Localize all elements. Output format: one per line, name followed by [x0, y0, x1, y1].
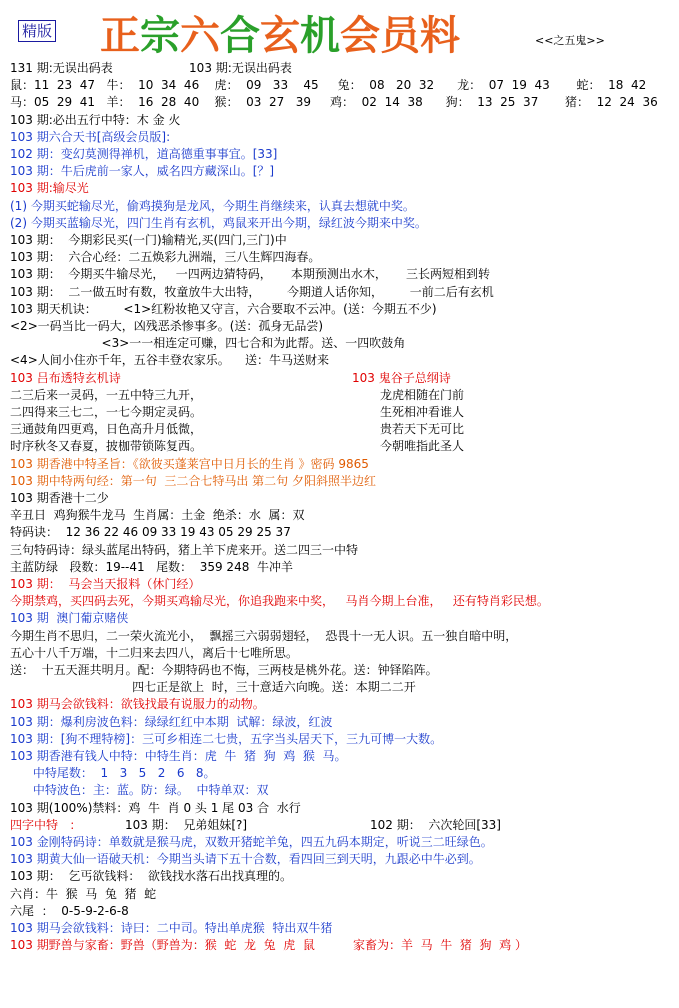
special-row-item: 102 期： 六次轮回[33]	[370, 817, 501, 832]
text-line: 103 金刚特码诗：单数就是猴马虎，双数开猪蛇羊兔，四五九码本期定，听说三二旺绿色。	[10, 835, 493, 849]
text-line: 103 期香港十二少	[10, 491, 109, 505]
text-line: 103 期黄大仙一语破天机：今期当头请下五十合数，看四回三到天明，九跟必中牛必到。	[10, 852, 481, 867]
text-line: <4>人间小住亦千年，五谷丰登农家乐。 送：牛马送财来	[10, 353, 330, 368]
text-line: 103 期香港有钱人中特：中特生肖：虎 牛 猪 狗 鸡 猴 马。	[10, 749, 347, 763]
text-line: 主蓝防绿 段数：19--41 尾数： 359 248 牛冲羊	[10, 559, 293, 574]
text-line: 103 期马会欲钱料：诗曰：二中司。特出单虎猴 特出双牛猪	[10, 921, 333, 935]
title-char: 正	[100, 12, 140, 59]
header	[0, 0, 679, 58]
text-line: 103 期： 二一做五时有数，牧童放牛大出特， 今期道人话你知， 一前二后有玄机	[10, 284, 494, 299]
text-line: 103 期： 乞丐欲钱料： 欲钱找水落石出找真理的。	[10, 869, 292, 884]
title-char: 宗	[140, 12, 180, 59]
text-line: 103 期天机诀： <1>红粉妆艳又守言，六合要取不云冲。(送：今期五不少)	[10, 301, 437, 316]
text-line: 今期生肖不思归，二一荣火流光小， 飘摇三六弱弱翅轻， 恐畏十一无人识。五一独自暗中明，	[10, 628, 518, 643]
text-line: <2>一码当比一码大，凶残恶杀惨事多。(送：孤身无品尝)	[10, 319, 324, 333]
title-char: 六	[180, 12, 220, 59]
text-line: 103 期:输尽光	[10, 181, 89, 196]
poem-left: 二四得来三七二，一七今期定灵码。	[10, 405, 203, 419]
poem-left: 103 吕布透特玄机诗	[10, 370, 121, 385]
text-line: 中特尾数： 1 3 5 2 6 8。	[10, 766, 216, 781]
poem-right: 103 鬼谷子总纲诗	[352, 370, 451, 385]
text-line: 103 期： 马会当天报料（休门经）	[10, 577, 201, 591]
text-line: 103 期： 今期买牛输尽光， 一四两边猜特码， 本期预测出水木， 三长两短相到转	[10, 267, 490, 282]
text-line: 六尾 ： 0-5-9-2-6-8	[10, 903, 129, 918]
text-line: 103 期马会欲钱料：欲钱找最有说服力的动物。	[10, 697, 265, 712]
text-line: (1) 今期买蛇输尽光，偷鸡摸狗是龙风，今期生肖继续来，认真去想就中奖。	[10, 198, 415, 213]
text-line: (2) 今期买蓝输尽光，四门生肖有玄机，鸡鼠来开出今期，绿红波今期来中奖。	[10, 215, 427, 230]
poem-right: 生死相冲看谁人	[380, 405, 465, 419]
text-line: 今期禁鸡，买四码去死，今期买鸡输尽光，你追我跑来中奖， 马肖今期上台准， 还有特肖彩民想。	[10, 594, 549, 609]
poem-left: 三通鼓角四更鸡，日色高升月低微，	[10, 422, 203, 437]
signature: <<之五鬼>>	[535, 34, 605, 47]
text-line: 103 期野兽与家畜：野兽（野兽为：猴 蛇 龙 兔 虎 鼠 家畜为：羊 马 牛 猪 狗 鸡 ）	[10, 938, 527, 953]
special-row-item: 四字中特 ：	[10, 817, 82, 832]
text-line: 103 期：爆利房波色料：绿绿红红中本期 试解：绿波，红波	[10, 714, 333, 729]
title-char: 料	[420, 12, 460, 59]
text-line: 103 期中特两句经：第一句 三二合七特马出 第二句 夕阳斜照半边红	[10, 473, 376, 488]
text-line: 特码诀： 12 36 22 46 09 33 19 43 05 29 25 37	[10, 525, 291, 540]
text-line: 103 期： 六合心经：二五焕彩九洲端，三八生辉四海春。	[10, 250, 321, 265]
text-line: 马：05 29 41 羊： 16 28 40 猴： 03 27 39 鸡： 02 14 38 狗： 13 25 37 猪： 12 24 36	[10, 95, 658, 110]
page-title	[100, 4, 460, 61]
text-line: 三句特码诗：绿头蓝尾出特码，猪上羊下虎来开。送二四三一中特	[10, 542, 359, 557]
title-char: 玄	[260, 12, 300, 59]
text-line: 中特波色：主：蓝。防：绿。 中特单双：双	[10, 783, 269, 798]
text-line: 103 期：[狗不理特榜]：三可乡相连二七贵，五字当头居天下，三九可博一大数。	[10, 731, 443, 746]
title-char: 员	[380, 12, 420, 59]
text-line: 103 期： 今期彩民买(一门)输精光,买(四门,三门)中	[10, 233, 287, 247]
poem-right: 贵若天下无可比	[380, 422, 465, 437]
text-line: 103 期：牛后虎前一家人，威名四方藏深山。[？]	[10, 164, 275, 179]
text-line: 103 期 澳门葡京赌侠	[10, 611, 129, 626]
text-line: 四七正是欲上 时，三十意适六向晚。送：本期二二开	[10, 680, 416, 695]
poem-right: 今朝唯指此圣人	[380, 439, 465, 454]
text-line: 131 期:无误出码表 103 期:无误出码表	[10, 61, 292, 75]
text-line: 五心十八千万端，十二归来去四八，离后十七唯所思。	[10, 645, 299, 660]
text-line: 辛丑日 鸡狗猴牛龙马 生肖属：土金 绝杀：水 属：双	[10, 508, 305, 523]
text-line: 102 期：变幻莫测得禅机，道高德重事事宜。[33]	[10, 147, 278, 161]
text-line: 103 期香港中特圣旨：《欲彼买蓬莱宫中日月长的生肖 》密码 9865	[10, 456, 369, 471]
special-row-item: 103 期： 兄弟姐妹[?]	[125, 817, 248, 832]
title-char: 会	[340, 12, 380, 59]
poem-right: 龙虎相随在门前	[380, 387, 465, 402]
title-char: 机	[300, 12, 340, 59]
text-line: 送： 十五天涯共明月。配：今期特码也不悔，三两枝是桃外花。送：钟铎陷阵。	[10, 663, 438, 677]
poem-left: 二三后来一灵码，一五中特三九开，	[10, 387, 203, 402]
edition-badge: 精版	[18, 20, 56, 42]
text-line: 103 期:必出五行中特：木 金 火	[10, 112, 181, 127]
text-line: <3>一一相连定可赚，四七合和为此帮。送、一四吹鼓角	[10, 336, 406, 351]
poem-left: 时序秋冬又春夏，披枷带锁陈复西。	[10, 439, 203, 454]
text-line: 鼠：11 23 47 牛： 10 34 46 虎： 09 33 45 兔： 08 20 32 龙： 07 19 43 蛇： 18 42	[10, 78, 647, 93]
text-line: 103 期六合天书[高级会员版]:	[10, 129, 171, 144]
title-char: 合	[220, 12, 260, 59]
text-line: 六肖：牛 猴 马 兔 猪 蛇	[10, 886, 157, 901]
text-line: 103 期(100%)禁料：鸡 牛 肖 0 头 1 尾 03 合 水行	[10, 800, 301, 815]
